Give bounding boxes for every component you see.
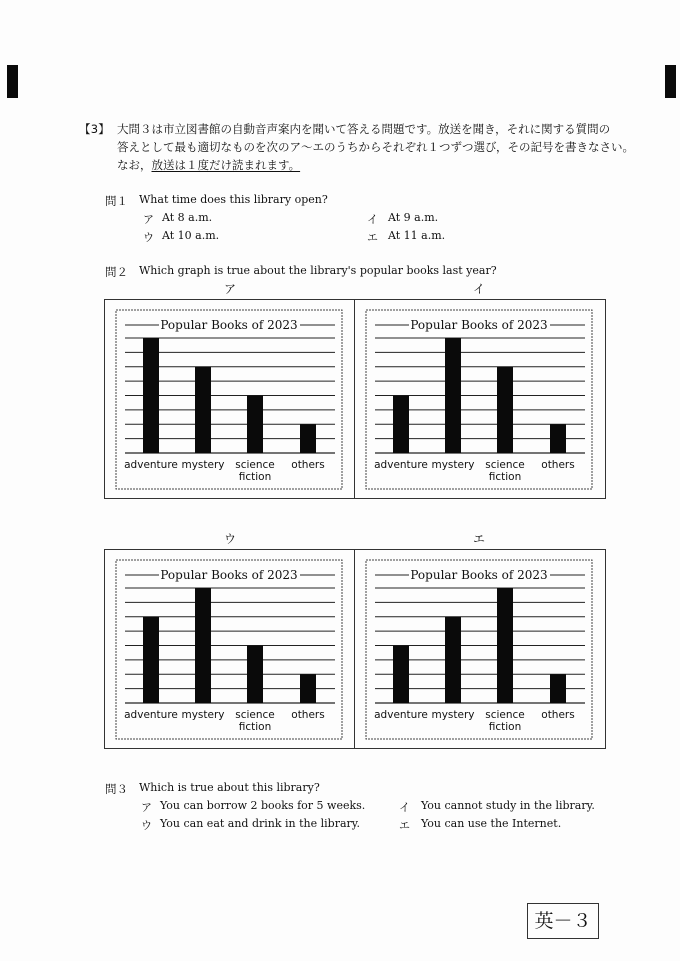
q1-option-a-symbol: ア — [143, 213, 154, 226]
chart-category-label: adventure — [124, 459, 178, 471]
section-number: 【3】 — [79, 122, 110, 136]
chart-category-label: mystery — [181, 709, 225, 721]
chart-bar-adventure — [143, 617, 159, 703]
registration-mark-right — [665, 65, 676, 98]
intro-line-3-underlined: 放送は１度だけ読まれます。 — [151, 158, 301, 172]
chart-category-label: science — [485, 709, 525, 721]
chart-c — [104, 549, 354, 749]
chart-category-label: fiction — [488, 471, 522, 483]
chart-b — [354, 299, 604, 499]
question-2-number: 問２ — [105, 265, 128, 279]
chart-bar-others — [550, 674, 566, 703]
chart-bar-science-fiction — [247, 646, 263, 704]
question-3-number: 問３ — [105, 782, 128, 796]
chart-category-label: fiction — [238, 471, 272, 483]
intro-line-3-prefix: なお， — [117, 158, 152, 172]
chart-bar-mystery — [445, 338, 461, 453]
question-2-text: Which graph is true about the library's popular books last year? — [139, 264, 497, 277]
chart-category-label: fiction — [238, 721, 272, 733]
graph-label-b: イ — [473, 282, 486, 296]
q3-option-b-text: You cannot study in the library. — [421, 799, 595, 812]
graph-label-c: ウ — [224, 532, 237, 546]
chart-title: Popular Books of 2023 — [410, 318, 548, 332]
intro-line-2: 答えとして最も適切なものを次のア～エのうちからそれぞれ１つずつ選び，その記号を書きなさい。 — [117, 140, 635, 154]
chart-category-label: adventure — [374, 459, 428, 471]
chart-bar-others — [550, 424, 566, 453]
q3-option-d-text: You can use the Internet. — [421, 817, 562, 830]
q3-option-a-text: You can borrow 2 books for 5 weeks. — [160, 799, 366, 812]
chart-title: Popular Books of 2023 — [160, 318, 298, 332]
question-3-text: Which is true about this library? — [139, 781, 320, 794]
page-number-box: 英－３ — [527, 903, 599, 939]
q1-option-d-symbol: エ — [367, 231, 378, 244]
chart-bar-science-fiction — [497, 588, 513, 703]
chart-bar-science-fiction — [497, 367, 513, 453]
q1-option-b-text: At 9 a.m. — [388, 211, 439, 224]
chart-bar-science-fiction — [247, 396, 263, 454]
chart-category-label: others — [291, 459, 325, 471]
q3-option-d-symbol: エ — [399, 819, 410, 832]
chart-category-label: mystery — [431, 459, 475, 471]
intro-line-3 — [117, 157, 300, 173]
chart-category-label: adventure — [374, 709, 428, 721]
graph-label-d: エ — [473, 532, 486, 546]
chart-bar-adventure — [143, 338, 159, 453]
question-1-number: 問１ — [105, 194, 128, 208]
chart-category-label: others — [541, 459, 575, 471]
chart-bar-adventure — [393, 396, 409, 454]
chart-d — [354, 549, 604, 749]
chart-category-label: fiction — [488, 721, 522, 733]
chart-title: Popular Books of 2023 — [410, 568, 548, 582]
chart-title: Popular Books of 2023 — [160, 568, 298, 582]
q3-option-c-text: You can eat and drink in the library. — [160, 817, 361, 830]
q1-option-d-text: At 11 a.m. — [388, 229, 446, 242]
chart-category-label: adventure — [124, 709, 178, 721]
intro-line-1: 大問３は市立図書館の自動音声案内を聞いて答える問題です。放送を聞き，それに関する質問の — [117, 122, 611, 136]
chart-bar-others — [300, 424, 316, 453]
chart-category-label: science — [235, 709, 275, 721]
chart-bar-others — [300, 674, 316, 703]
q3-option-b-symbol: イ — [399, 801, 410, 814]
chart-category-label: others — [541, 709, 575, 721]
q1-option-a-text: At 8 a.m. — [162, 211, 213, 224]
q1-option-b-symbol: イ — [367, 213, 378, 226]
chart-category-label: others — [291, 709, 325, 721]
q1-option-c-symbol: ウ — [143, 231, 154, 244]
q1-option-c-text: At 10 a.m. — [162, 229, 220, 242]
q3-option-c-symbol: ウ — [141, 819, 152, 832]
chart-bar-mystery — [195, 367, 211, 453]
chart-category-label: mystery — [181, 459, 225, 471]
q3-option-a-symbol: ア — [141, 801, 152, 814]
chart-a — [104, 299, 354, 499]
chart-category-label: science — [235, 459, 275, 471]
chart-bar-mystery — [445, 617, 461, 703]
registration-mark-left — [7, 65, 18, 98]
question-1-text: What time does this library open? — [139, 193, 328, 206]
graph-label-a: ア — [224, 282, 237, 296]
chart-bar-mystery — [195, 588, 211, 703]
chart-category-label: science — [485, 459, 525, 471]
chart-bar-adventure — [393, 646, 409, 704]
chart-category-label: mystery — [431, 709, 475, 721]
